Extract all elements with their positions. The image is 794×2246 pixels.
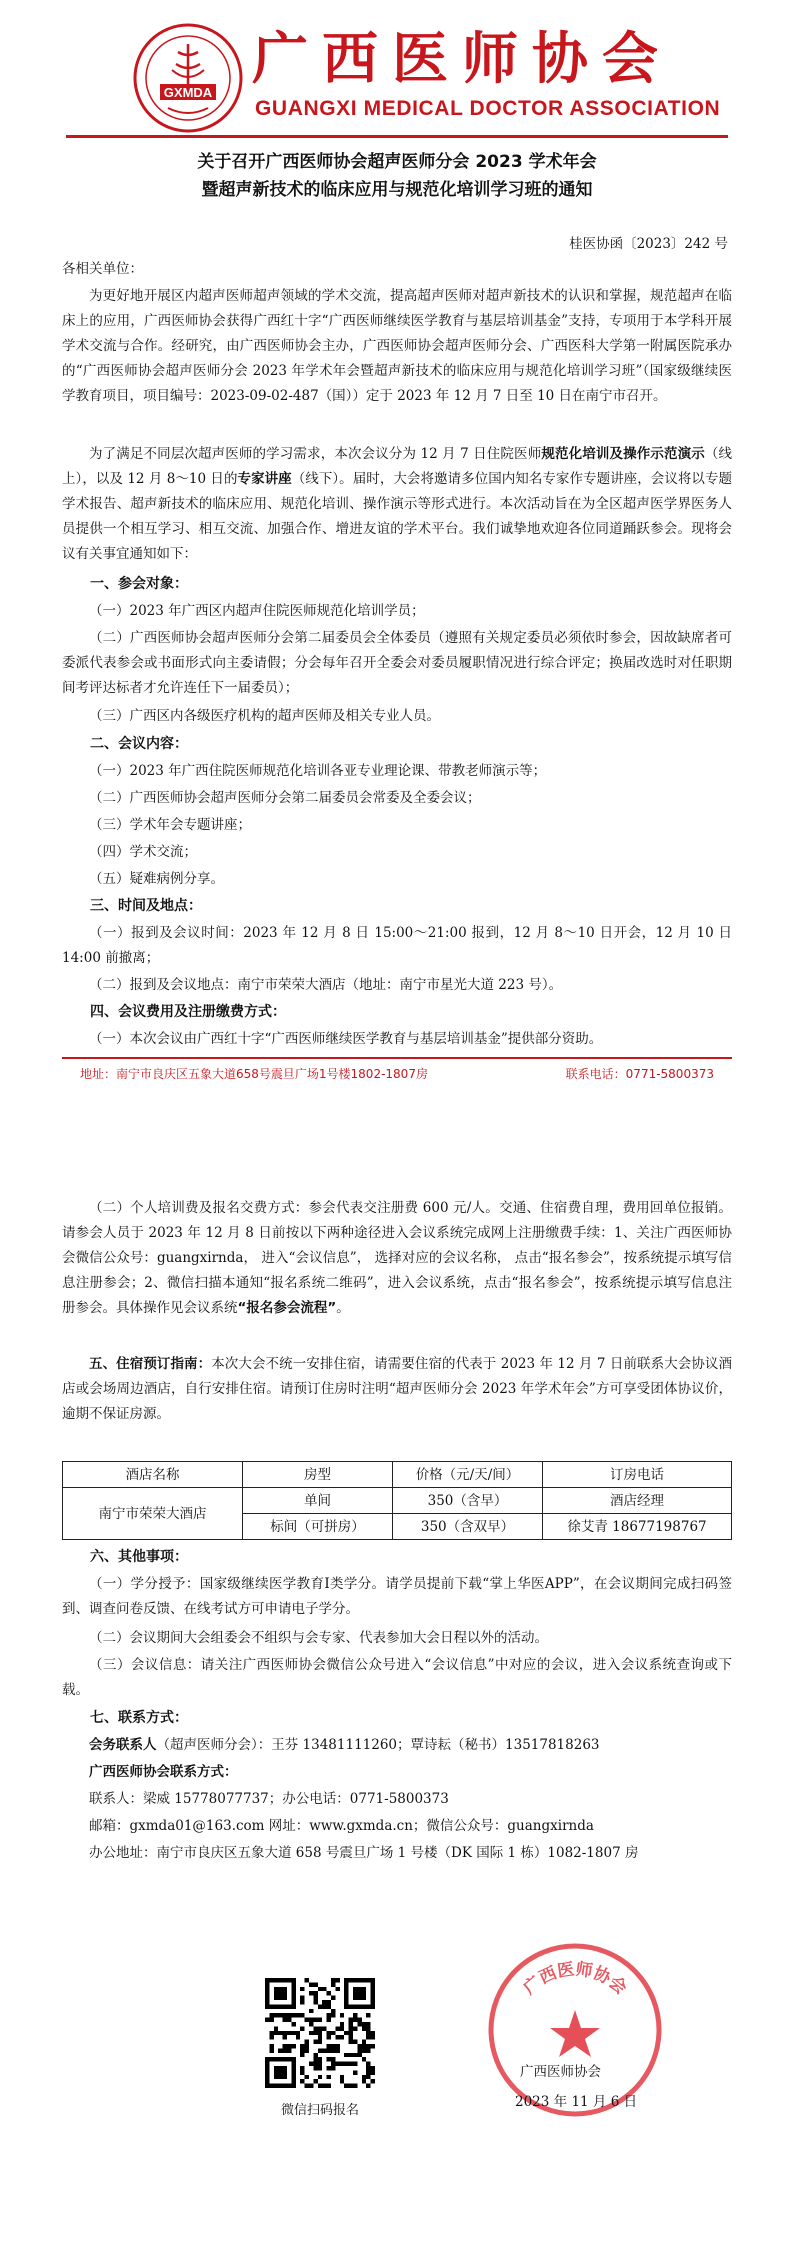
org-name: 广西医师协会 bbox=[252, 27, 672, 92]
section-1-title: 一、参会对象： bbox=[90, 576, 188, 592]
doc-number: 桂医协函〔2023〕242 号 bbox=[569, 236, 728, 252]
section-2-title: 二、会议内容： bbox=[90, 736, 188, 752]
section-6-item-3: （三）会议信息：请关注广西医师协会微信公众号进入“会议信息”中对应的会议，进入会议系统查询或下载。 bbox=[62, 1657, 732, 1698]
room-type-cell: 单间 bbox=[243, 1488, 393, 1514]
contact-line-4: 邮箱：gxmda01@163.com 网址：www.gxmda.cn；微信公众号：guangxirnda bbox=[89, 1818, 594, 1834]
section-2-item-1: （一）2023 年广西住院医师规范化培训各亚专业理论课、带教老师演示等； bbox=[89, 763, 547, 779]
signoff-date: 2023 年 11 月 6 日 bbox=[515, 2094, 638, 2110]
table-header-cell: 价格（元/天/间） bbox=[393, 1462, 543, 1488]
section-7-title: 七、联系方式： bbox=[90, 1710, 188, 1726]
section-1-item-1: （一）2023 年广西区内超声住院医师规范化培训学员； bbox=[89, 603, 425, 619]
section-1-item-2: （二）广西医师协会超声医师分会第二届委员会全体委员（遵照有关规定委员必须依时参会，因故缺席者可委派代表参会或书面形式向主委请假；分会每年召开全委会对委员履职情况进行综合评定；换届改选时对任职期间考评达标者才允许连任下一届委员）； bbox=[62, 630, 732, 696]
price-cell: 350（含早） bbox=[393, 1488, 543, 1514]
footer-phone: 联系电话：0771-5800373 bbox=[565, 1067, 714, 1081]
section-2-item-2: （二）广西医师协会超声医师分会第二届委员会常委及全委会议； bbox=[89, 790, 481, 806]
section-6-item-1: （一）学分授予：国家级继续医学教育I类学分。请学员提前下载“掌上华医APP”，在会议期间完成扫码签到、调查问卷反馈、在线考试方可申请电子学分。 bbox=[62, 1576, 732, 1617]
contact-phone-cell: 徐艾青 18677198767 bbox=[543, 1514, 732, 1540]
section-2-item-5: （五）疑难病例分享。 bbox=[89, 871, 224, 887]
doc-title-line1: 关于召开广西医师协会超声医师分会 2023 学术年会 bbox=[197, 152, 597, 172]
salutation: 各相关单位： bbox=[62, 261, 143, 277]
section-6-title: 六、其他事项： bbox=[90, 1549, 188, 1565]
table-header-row bbox=[63, 1462, 732, 1488]
intro-paragraph-2: 为了满足不同层次超声医师的学习需求，本次会议分为 12 月 7 日住院医师规范化培训及操作示范演示（线上），以及 12 月 8～10 日的专家讲座（线下）。届时，大会将邀请多位国内知名专家作专题讲座，会议将以专题学术报告、超声新技术的临床应用、规范化培训、操作演示等形式进行。本次活动旨在为全区超声医学界医务人员提供一个相互学习、相互交流、加强合作、增进友谊的学术平台。我们诚挚地欢迎各位同道踊跃参会。现将会议有关事宜通知如下： bbox=[62, 446, 733, 562]
letterhead-footer bbox=[80, 1062, 714, 1087]
contact-line-5: 办公地址：南宁市良庆区五象大道 658 号震旦广场 1 号楼（DK 国际 1 栋）1082-1807 房 bbox=[89, 1845, 639, 1861]
section-2-item-3: （三）学术年会专题讲座； bbox=[89, 817, 251, 833]
table-header-cell: 房型 bbox=[243, 1462, 393, 1488]
registration-qr-code[interactable] bbox=[265, 1978, 375, 2088]
table-row bbox=[63, 1488, 732, 1514]
section-5-title: 五、住宿预订指南： bbox=[89, 1356, 212, 1372]
page-break-rule bbox=[62, 1057, 732, 1059]
price-cell: 350（含双早） bbox=[393, 1514, 543, 1540]
doc-title-line2: 暨超声新技术的临床应用与规范化培训学习班的通知 bbox=[201, 180, 593, 200]
org-name-en: GUANGXI MEDICAL DOCTOR ASSOCIATION bbox=[255, 97, 721, 120]
svg-text:GXMDA: GXMDA bbox=[163, 85, 213, 100]
association-logo-icon bbox=[132, 22, 244, 134]
svg-text:广西医师协会: 广西医师协会 bbox=[519, 1959, 631, 1999]
section-3-title: 三、时间及地点： bbox=[90, 898, 202, 914]
contact-title-cell: 酒店经理 bbox=[543, 1488, 732, 1514]
section-4-item-2: （二）个人培训费及报名交费方式：参会代表交注册费 600 元/人。交通、住宿费自理，费用回单位报销。请参会人员于 2023 年 12 月 8 日前按以下两种途径进入会议系统完成网上注册缴费手续：1、关注广西医师协会微信公众号：guangxirnda， 进入“会议信息”， 选择对应的会议名称， 点击“报名参会”，按系统提示填写信息注册参会；2、微信扫描本通知“报名系统二维码”，进入会议系统，点击“报名参会”，按系统提示填写信息注册参会。具体操作见会议系统“报名参会流程”。 bbox=[62, 1200, 732, 1316]
section-2-item-4: （四）学术交流； bbox=[89, 844, 197, 860]
footer-address: 地址：南宁市良庆区五象大道658号震旦广场1号楼1802-1807房 bbox=[80, 1067, 428, 1081]
section-3-item-2: （二）报到及会议地点：南宁市荣荣大酒店（地址：南宁市星光大道 223 号）。 bbox=[89, 977, 563, 993]
section-4-title: 四、会议费用及注册缴费方式： bbox=[90, 1004, 286, 1020]
section-4-item-1: （一）本次会议由广西红十字“广西医师继续医学教育与基层培训基金”提供部分资助。 bbox=[89, 1031, 603, 1047]
table-header-cell: 订房电话 bbox=[543, 1462, 732, 1488]
hotel-name-cell: 南宁市荣荣大酒店 bbox=[63, 1488, 243, 1540]
contact-line-3: 联系人：梁威 15778077737；办公电话：0771-5800373 bbox=[89, 1791, 449, 1807]
table-header-cell: 酒店名称 bbox=[63, 1462, 243, 1488]
signoff-org: 广西医师协会 bbox=[520, 2064, 601, 2080]
letterhead bbox=[0, 0, 794, 150]
section-6-item-2: （二）会议期间大会组委会不组织与会专家、代表参加大会日程以外的活动。 bbox=[89, 1630, 548, 1646]
contact-line-2: 广西医师协会联系方式： bbox=[89, 1764, 238, 1780]
section-5: 五、住宿预订指南：本次大会不统一安排住宿，请需要住宿的代表于 2023 年 12 月 7 日前联系大会协议酒店或会场周边酒店，自行安排住宿。请预订住房时注明“超声医师分会 2023 年学术年会”方可享受团体协议价，逾期不保证房源。 bbox=[62, 1356, 733, 1422]
contact-line-1: 会务联系人（超声医师分会）：王芬 13481111260；覃诗耘（秘书）13517818263 bbox=[89, 1737, 600, 1753]
hotel-table bbox=[62, 1461, 732, 1540]
header-divider bbox=[66, 135, 728, 138]
intro-paragraph-1: 为更好地开展区内超声医师超声领域的学术交流，提高超声医师对超声新技术的认识和掌握，规范超声在临床上的应用，广西医师协会获得广西红十字“广西医师继续医学教育与基层培训基金”支持，专项用于本学科开展学术交流与合作。经研究，由广西医师协会主办，广西医师协会超声医师分会、广西医科大学第一附属医院承办的“广西医师协会超声医师分会 2023 年学术年会暨超声新技术的临床应用与规范化培训学习班”（国家级继续医学教育项目，项目编号：2023-09-02-487（国））定于 2023 年 12 月 7 日至 10 日在南宁市召开。 bbox=[62, 288, 732, 404]
section-3-item-1: （一）报到及会议时间：2023 年 12 月 8 日 15:00～21:00 报到，12 月 8～10 日开会，12 月 10 日 14:00 前撤离； bbox=[62, 925, 732, 966]
room-type-cell: 标间（可拼房） bbox=[243, 1514, 393, 1540]
section-1-item-3: （三）广西区内各级医疗机构的超声医师及相关专业人员。 bbox=[89, 708, 440, 724]
qr-caption: 微信扫码报名 bbox=[280, 2103, 359, 2118]
